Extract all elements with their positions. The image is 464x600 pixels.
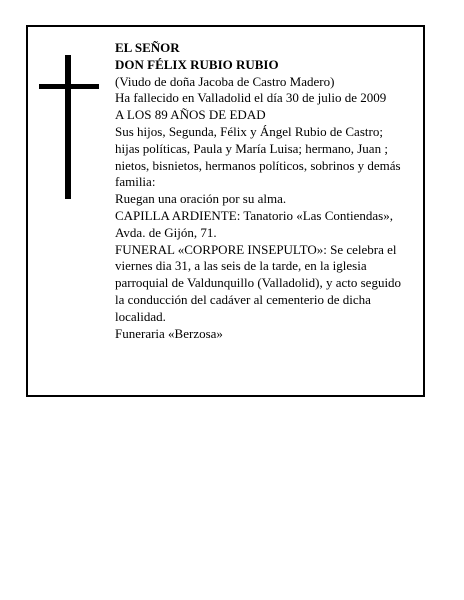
widower-note: (Viudo de doña Jacoba de Castro Madero) [115, 73, 335, 89]
honorific: EL SEÑOR [115, 40, 180, 55]
funeral-line: localidad. [115, 308, 166, 324]
family-line: familia: [115, 174, 156, 190]
family-line: hijas políticas, Paula y María Luisa; hermano, Juan ; [115, 140, 388, 156]
family-line: Sus hijos, Segunda, Félix y Ángel Rubio de Castro; [115, 123, 383, 139]
notice-text [115, 40, 423, 342]
cross-icon [39, 55, 99, 199]
family-line: nietos, bisnietos, hermanos políticos, sobrinos y demás [115, 157, 401, 173]
funeral-line: la conducción del cadáver al cementerio de dicha [115, 291, 371, 307]
chapel-line: Avda. de Gijón, 71. [115, 224, 217, 240]
funeral-line: viernes dia 31, a las seis de la tarde, en la iglesia [115, 258, 367, 274]
cross-horizontal-bar [39, 84, 99, 89]
funeral-line: parroquial de Valdunquillo (Valladolid), y acto seguido [115, 275, 402, 291]
obituary-notice [26, 25, 425, 397]
death-line: Ha fallecido en Valladolid el día 30 de julio de 2009 [115, 90, 387, 106]
chapel-line: CAPILLA ARDIENTE: Tanatorio «Las Contiendas», [115, 207, 393, 223]
funeral-home: Funeraria «Berzosa» [115, 325, 223, 341]
funeral-line: FUNERAL «CORPORE INSEPULTO»: Se celebra el [115, 241, 397, 257]
prayer-line: Ruegan una oración por su alma. [115, 191, 287, 207]
deceased-name: DON FÉLIX RUBIO RUBIO [115, 56, 279, 72]
age-line: A LOS 89 AÑOS DE EDAD [115, 107, 266, 123]
cross-vertical-bar [65, 55, 71, 199]
